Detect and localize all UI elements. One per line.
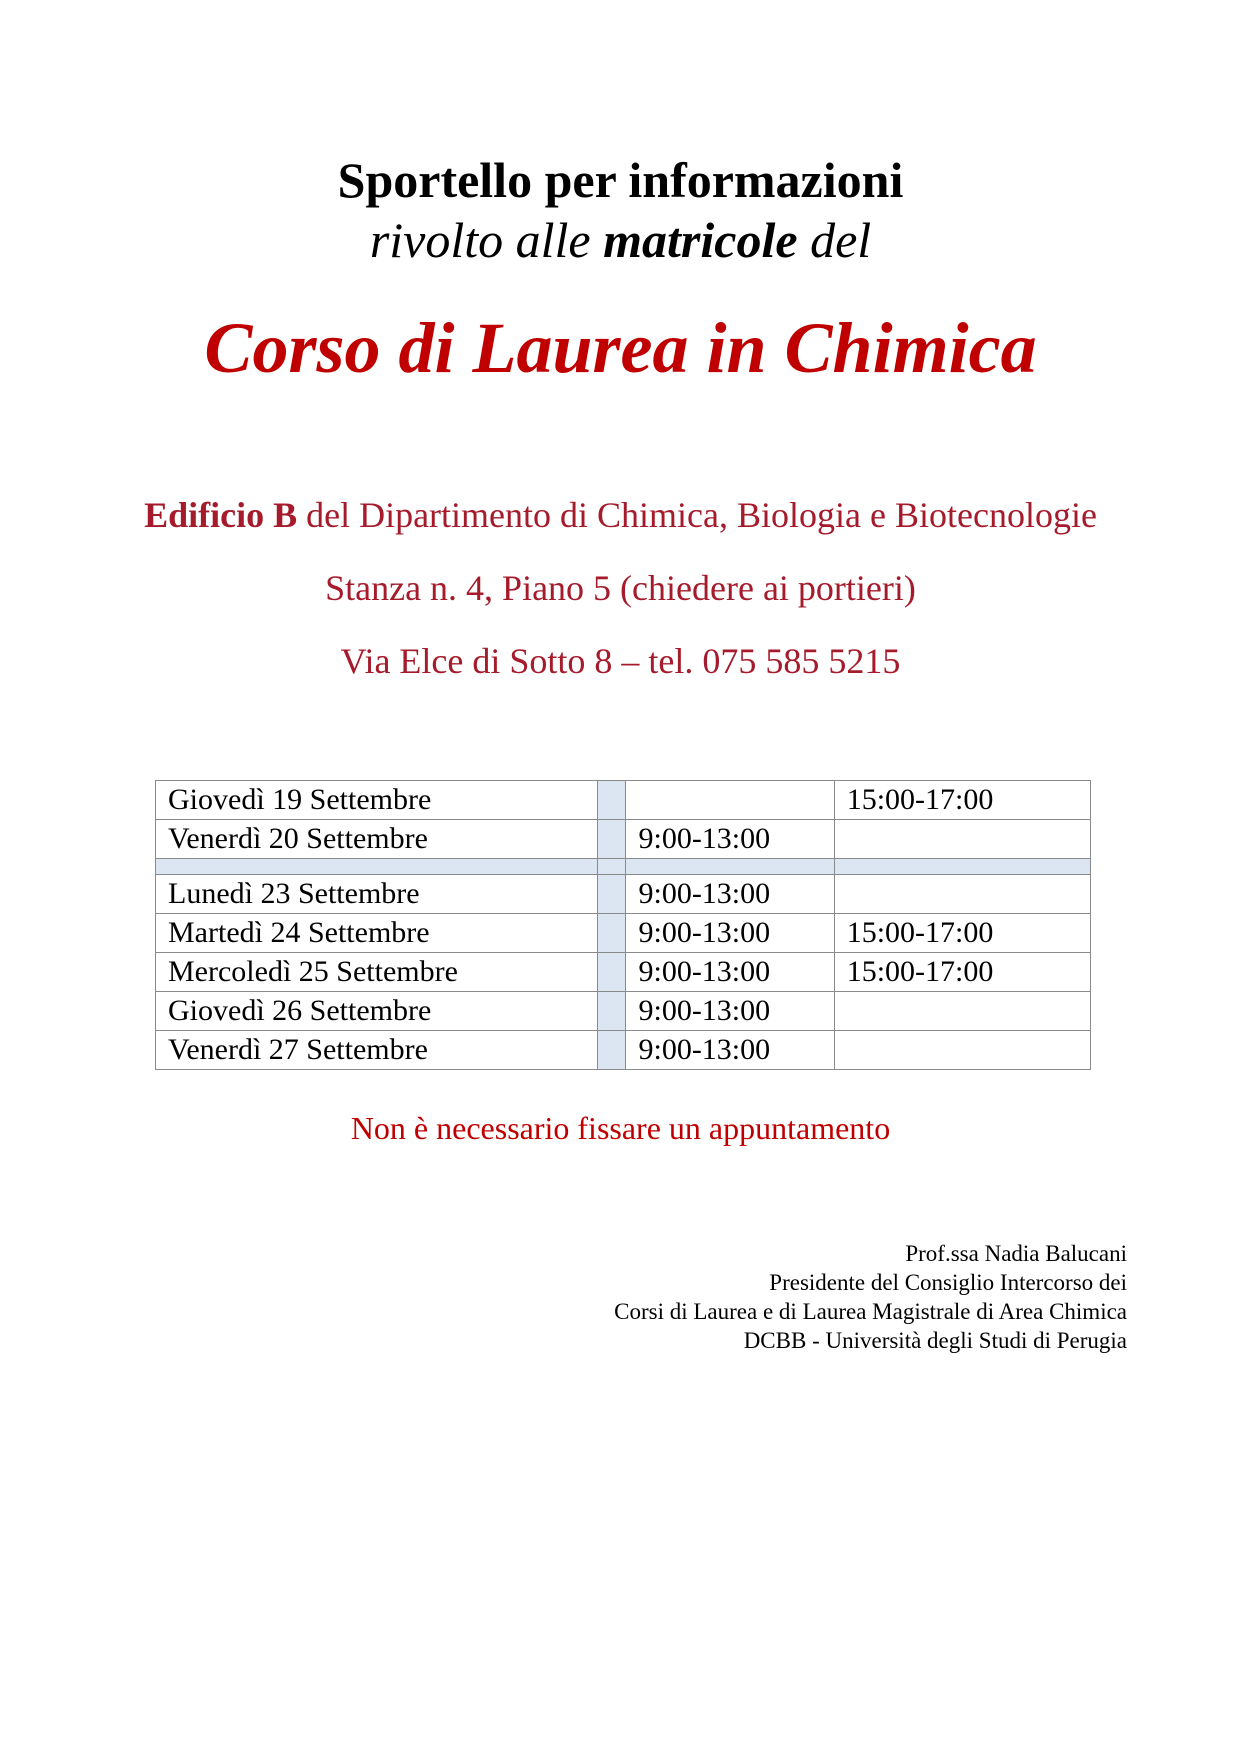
table-row — [156, 992, 1091, 1031]
morning-hours-cell: 9:00-13:00 — [626, 875, 834, 914]
spacer-cell — [834, 859, 1090, 875]
spacer-cell — [598, 859, 626, 875]
schedule-table — [155, 780, 1091, 1070]
heading-title: Sportello per informazioni — [337, 152, 904, 208]
morning-hours-cell: 9:00-13:00 — [626, 914, 834, 953]
heading-subtitle-part2: del — [797, 212, 872, 268]
morning-hours-cell — [626, 781, 834, 820]
day-cell: Giovedì 19 Settembre — [156, 781, 598, 820]
heading-subtitle — [0, 210, 1241, 270]
afternoon-hours-cell: 15:00-17:00 — [834, 781, 1090, 820]
table-row — [156, 1031, 1091, 1070]
appointment-note: Non è necessario fissare un appuntamento — [350, 1110, 891, 1146]
separator-cell — [598, 953, 626, 992]
afternoon-hours-cell — [834, 992, 1090, 1031]
spacer-cell — [156, 859, 598, 875]
course-title: Corso di Laurea in Chimica — [204, 308, 1037, 388]
morning-hours-cell: 9:00-13:00 — [626, 820, 834, 859]
week-separator-row — [156, 859, 1091, 875]
day-cell: Venerdì 27 Settembre — [156, 1031, 598, 1070]
spacer-cell — [626, 859, 834, 875]
table-row — [156, 875, 1091, 914]
table-row — [156, 953, 1091, 992]
day-cell: Lunedì 23 Settembre — [156, 875, 598, 914]
signature-courses: Corsi di Laurea e di Laurea Magistrale di Area Chimica — [614, 1299, 1127, 1324]
day-cell: Venerdì 20 Settembre — [156, 820, 598, 859]
signature-name: Prof.ssa Nadia Balucani — [905, 1241, 1127, 1266]
separator-cell — [598, 914, 626, 953]
morning-hours-cell: 9:00-13:00 — [626, 992, 834, 1031]
day-cell: Mercoledì 25 Settembre — [156, 953, 598, 992]
signature-role: Presidente del Consiglio Intercorso dei — [769, 1270, 1127, 1295]
building-info — [0, 493, 1241, 537]
afternoon-hours-cell: 15:00-17:00 — [834, 953, 1090, 992]
signature-institution: DCBB - Università degli Studi di Perugia — [743, 1328, 1127, 1353]
signature-block — [614, 1239, 1127, 1355]
table-row — [156, 914, 1091, 953]
morning-hours-cell: 9:00-13:00 — [626, 953, 834, 992]
building-department: del Dipartimento di Chimica, Biologia e Biotecnologie — [297, 495, 1097, 535]
table-row — [156, 781, 1091, 820]
separator-cell — [598, 1031, 626, 1070]
day-cell: Martedì 24 Settembre — [156, 914, 598, 953]
afternoon-hours-cell — [834, 875, 1090, 914]
separator-cell — [598, 992, 626, 1031]
table-row — [156, 820, 1091, 859]
separator-cell — [598, 781, 626, 820]
room-info: Stanza n. 4, Piano 5 (chiedere ai portieri) — [325, 568, 916, 608]
afternoon-hours-cell — [834, 820, 1090, 859]
heading-subtitle-part1: rivolto alle — [369, 212, 604, 268]
afternoon-hours-cell: 15:00-17:00 — [834, 914, 1090, 953]
separator-cell — [598, 875, 626, 914]
afternoon-hours-cell — [834, 1031, 1090, 1070]
heading-subtitle-emphasis: matricole — [603, 212, 798, 268]
building-name: Edificio B — [144, 495, 298, 535]
address-info: Via Elce di Sotto 8 – tel. 075 585 5215 — [340, 641, 901, 681]
morning-hours-cell: 9:00-13:00 — [626, 1031, 834, 1070]
separator-cell — [598, 820, 626, 859]
day-cell: Giovedì 26 Settembre — [156, 992, 598, 1031]
